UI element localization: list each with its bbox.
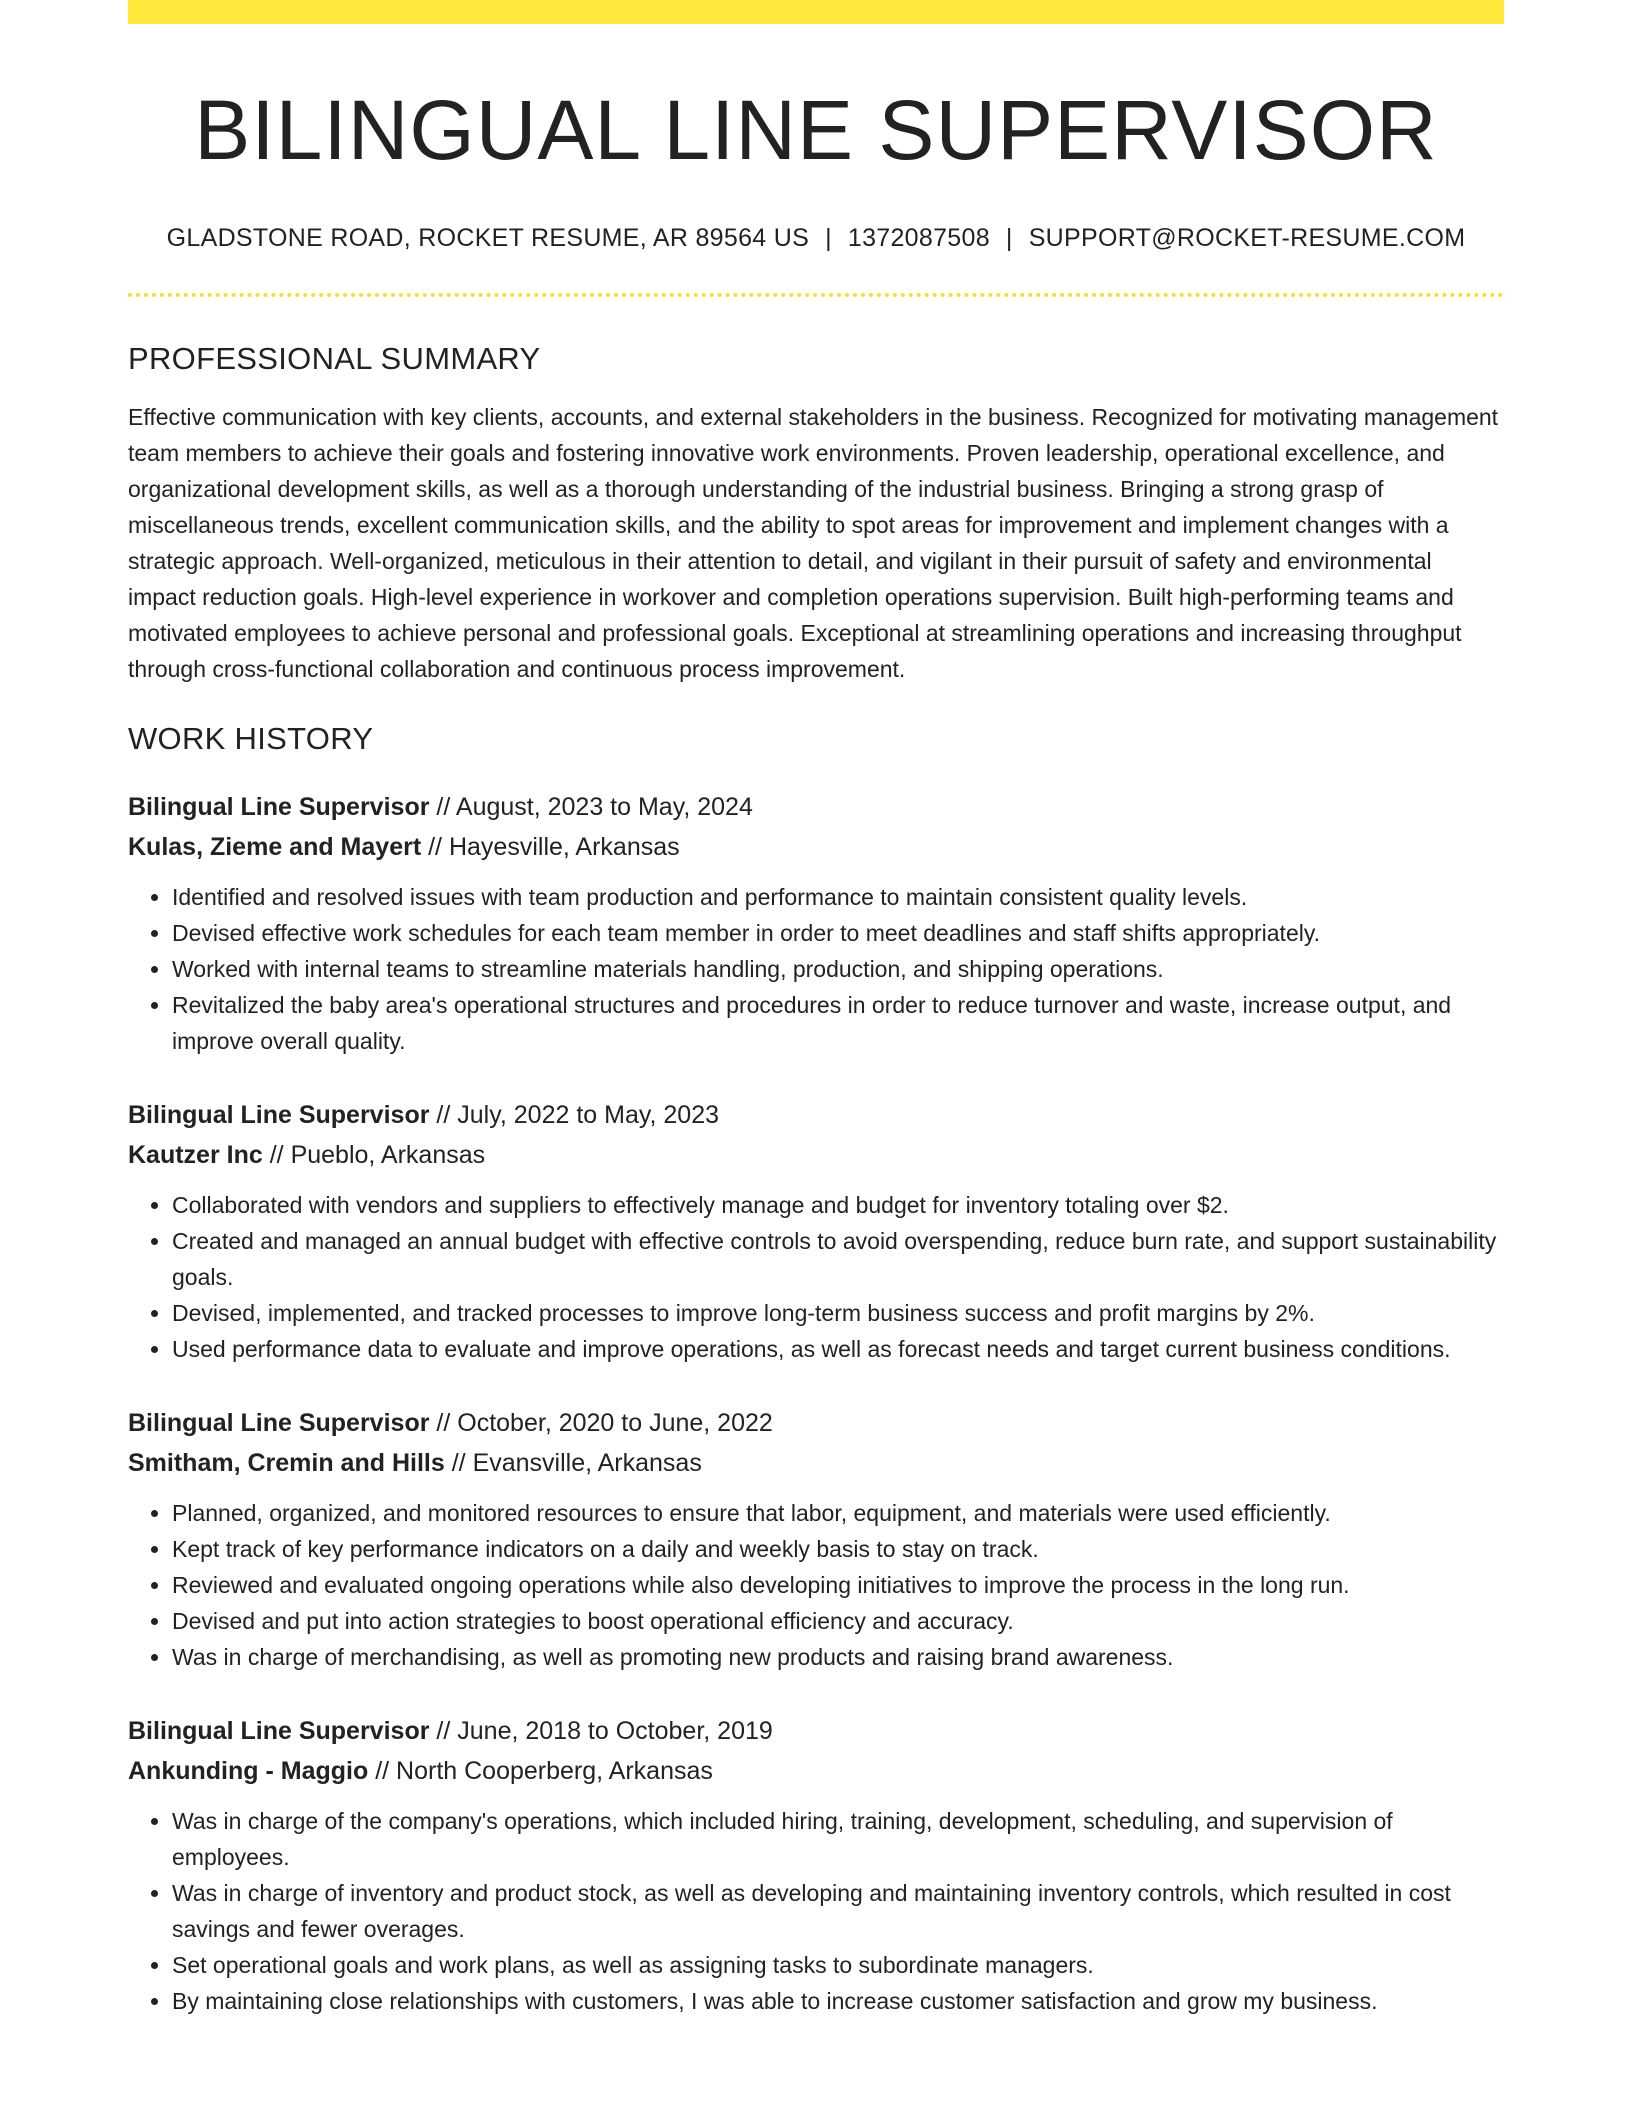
job-role: Bilingual Line Supervisor — [128, 793, 430, 822]
accent-bar — [128, 0, 1504, 24]
job-bullets — [128, 1187, 1504, 1367]
job-role: Bilingual Line Supervisor — [128, 1717, 430, 1746]
summary-text: Effective communication with key clients, accounts, and external stakeholders in the business. Recognized for motivating management team members to achieve their goals and fostering innovative work environments. Proven leadership, operational excellence, and organizational development skills, as well as a thorough understanding of the industrial business. Bringing a strong grasp of miscellaneous trends, excellent communication skills, and the ability to spot areas for improvement and implement changes with a strategic approach. Well-organized, meticulous in their attention to detail, and vigilant in their pursuit of safety and environmental impact reduction goals. High-level experience in workover and completion operations supervision. Built high-performing teams and motivated employees to achieve personal and professional goals. Exceptional at streamlining operations and increasing throughput through cross-functional collaboration and continuous process improvement. — [128, 404, 1499, 683]
job-delimiter: // — [269, 1141, 284, 1170]
job-company: Kautzer Inc — [128, 1141, 263, 1170]
job-company: Kulas, Zieme and Mayert — [128, 833, 422, 862]
job-bullet: • Was in charge of merchandising, as well as promoting new products and raising brand awareness. — [172, 1639, 1504, 1675]
job-delimiter: // — [436, 1717, 451, 1746]
contact-separator: | — [825, 224, 832, 253]
job-location: Evansville, Arkansas — [472, 1449, 702, 1478]
job-bullet: • Collaborated with vendors and suppliers to effectively manage and budget for inventory totaling over $2. — [172, 1187, 1504, 1223]
job-delimiter: // — [436, 1101, 451, 1130]
job-bullet: • Planned, organized, and monitored resources to ensure that labor, equipment, and materials were used efficiently. — [172, 1495, 1504, 1531]
job-delimiter: // — [436, 793, 451, 822]
job-company-line — [128, 1751, 1504, 1791]
job-location: Hayesville, Arkansas — [448, 833, 680, 862]
job-company: Ankunding - Maggio — [128, 1757, 369, 1786]
job-delimiter: // — [375, 1757, 390, 1786]
job-dates: June, 2018 to October, 2019 — [457, 1717, 773, 1746]
job-bullets — [128, 1803, 1504, 2019]
job-company: Smitham, Cremin and Hills — [128, 1449, 445, 1478]
contact-line — [128, 224, 1504, 253]
job-role-line — [128, 787, 1504, 827]
job-bullet: • Devised, implemented, and tracked processes to improve long-term business success and profit margins by 2%. — [172, 1295, 1504, 1331]
job-role: Bilingual Line Supervisor — [128, 1409, 430, 1438]
job-entry — [128, 1403, 1504, 1675]
job-bullet: • Devised effective work schedules for each team member in order to meet deadlines and staff shifts appropriately. — [172, 915, 1504, 951]
work-history-heading: WORK HISTORY — [128, 721, 374, 757]
resume-page — [128, 0, 1504, 2019]
job-location: North Cooperberg, Arkansas — [396, 1757, 713, 1786]
job-role-line — [128, 1403, 1504, 1443]
job-company-line — [128, 1443, 1504, 1483]
contact-email: SUPPORT@ROCKET-RESUME.COM — [1028, 224, 1466, 253]
job-bullet: • Was in charge of inventory and product stock, as well as developing and maintaining inventory controls, which resulted in cost savings and fewer overages. — [172, 1875, 1504, 1947]
job-bullet: • Revitalized the baby area's operational structures and procedures in order to reduce turnover and waste, increase output, and improve overall quality. — [172, 987, 1504, 1059]
contact-separator: | — [1005, 224, 1013, 253]
job-role-line — [128, 1711, 1504, 1751]
job-entry — [128, 1711, 1504, 2019]
job-dates: August, 2023 to May, 2024 — [455, 793, 753, 822]
job-bullet: • Created and managed an annual budget with effective controls to avoid overspending, reduce burn rate, and support sustainability goals. — [172, 1223, 1504, 1295]
job-bullet: • Devised and put into action strategies to boost operational efficiency and accuracy. — [172, 1603, 1504, 1639]
job-dates: October, 2020 to June, 2022 — [457, 1409, 773, 1438]
job-dates: July, 2022 to May, 2023 — [457, 1101, 719, 1130]
job-bullet: • Set operational goals and work plans, as well as assigning tasks to subordinate managers. — [172, 1947, 1504, 1983]
job-bullet: • Was in charge of the company's operations, which included hiring, training, development, scheduling, and supervision of employees. — [172, 1803, 1504, 1875]
job-bullets — [128, 1495, 1504, 1675]
dotted-divider — [128, 293, 1504, 297]
job-bullet: • Used performance data to evaluate and improve operations, as well as forecast needs and target current business conditions. — [172, 1331, 1504, 1367]
job-company-line — [128, 827, 1504, 867]
job-role: Bilingual Line Supervisor — [128, 1101, 430, 1130]
job-entry — [128, 1095, 1504, 1367]
job-bullets — [128, 879, 1504, 1059]
job-delimiter: // — [436, 1409, 451, 1438]
job-bullet: • Kept track of key performance indicators on a daily and weekly basis to stay on track. — [172, 1531, 1504, 1567]
work-history-list — [128, 787, 1504, 2019]
job-location: Pueblo, Arkansas — [290, 1141, 486, 1170]
job-bullet: • By maintaining close relationships with customers, I was able to increase customer satisfaction and grow my business. — [172, 1983, 1504, 2019]
summary-heading: PROFESSIONAL SUMMARY — [128, 341, 541, 377]
job-bullet: • Worked with internal teams to streamline materials handling, production, and shipping operations. — [172, 951, 1504, 987]
job-company-line — [128, 1135, 1504, 1175]
job-entry — [128, 787, 1504, 1059]
job-bullet: • Identified and resolved issues with team production and performance to maintain consistent quality levels. — [172, 879, 1504, 915]
job-role-line — [128, 1095, 1504, 1135]
contact-address: GLADSTONE ROAD, ROCKET RESUME, AR 89564 US — [166, 224, 810, 253]
job-delimiter: // — [451, 1449, 466, 1478]
job-delimiter: // — [428, 833, 443, 862]
job-bullet: • Reviewed and evaluated ongoing operations while also developing initiatives to improve the process in the long run. — [172, 1567, 1504, 1603]
contact-phone: 1372087508 — [847, 224, 990, 253]
candidate-title: BILINGUAL LINE SUPERVISOR — [194, 83, 1438, 177]
